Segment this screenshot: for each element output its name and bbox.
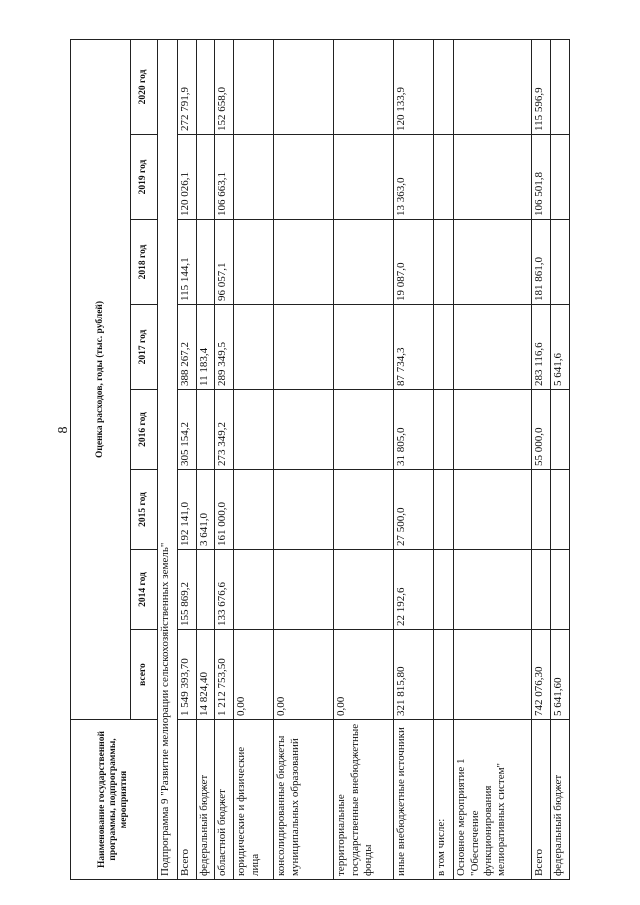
row-value (274, 220, 334, 305)
row-value: 155 869,2 (177, 550, 196, 630)
row-value: 19 087,0 (394, 220, 434, 305)
year-header: 2015 год (131, 470, 158, 550)
row-value: 5 641,6 (551, 305, 570, 390)
row-label: иные внебюджетные источники (394, 720, 434, 880)
row-value (551, 220, 570, 305)
row-value: 0,00 (334, 630, 394, 720)
table-row (215, 39, 234, 879)
row-value: 14 824,40 (196, 630, 215, 720)
row-label: федеральный бюджет (196, 720, 215, 880)
row-value: 1 549 393,70 (177, 630, 196, 720)
row-value: 273 349,2 (215, 390, 234, 470)
row-value: 161 000,0 (215, 470, 234, 550)
table-row (532, 39, 551, 879)
row-value: 13 363,0 (394, 135, 434, 220)
row-value: 120 026,1 (177, 135, 196, 220)
year-header: 2020 год (131, 39, 158, 134)
row-value: 152 658,0 (215, 39, 234, 134)
row-value: 272 791,9 (177, 39, 196, 134)
row-label: областной бюджет (215, 720, 234, 880)
table-row (434, 39, 454, 879)
row-label: территориальные государственные внебюджетные фонды (334, 720, 394, 880)
year-header: всего (131, 630, 158, 720)
rotated-table-wrapper (70, 40, 570, 880)
row-label: федеральный бюджет (551, 720, 570, 880)
row-value: 115 596,9 (532, 39, 551, 134)
row-value (551, 390, 570, 470)
row-value (234, 39, 274, 134)
year-header: 2016 год (131, 390, 158, 470)
table-row (196, 39, 215, 879)
table-row (274, 39, 334, 879)
row-value (334, 390, 394, 470)
row-label: Всего (177, 720, 196, 880)
row-value: 289 349,5 (215, 305, 234, 390)
row-value (334, 220, 394, 305)
row-value (196, 220, 215, 305)
row-value: 305 154,2 (177, 390, 196, 470)
row-value (532, 550, 551, 630)
row-value (334, 305, 394, 390)
row-value (274, 305, 334, 390)
row-value (434, 630, 454, 720)
row-value (434, 550, 454, 630)
page-number: 8 (56, 426, 71, 434)
row-value (234, 305, 274, 390)
budget-table (70, 39, 570, 880)
row-value (454, 630, 532, 720)
year-header: 2019 год (131, 135, 158, 220)
row-value: 192 141,0 (177, 470, 196, 550)
row-value (274, 470, 334, 550)
header-group: Оценка расходов, годы (тыс. рублей) (71, 39, 131, 719)
row-value: 106 663,1 (215, 135, 234, 220)
section-title: Подпрограмма 9 "Развитие мелиорации сельскохозяйственных земель" (157, 39, 177, 879)
header-name: Наименование государственной программы, подпрограммы, мероприятия (71, 720, 158, 880)
row-value (234, 390, 274, 470)
row-value (334, 470, 394, 550)
row-value (454, 39, 532, 134)
row-value (334, 550, 394, 630)
row-value: 5 641,60 (551, 630, 570, 720)
row-value (274, 390, 334, 470)
row-value: 3 641,0 (196, 470, 215, 550)
row-value (434, 39, 454, 134)
row-value (454, 550, 532, 630)
row-label: консолидированные бюджеты муниципальных образований (274, 720, 334, 880)
row-value: 55 000,0 (532, 390, 551, 470)
row-value (234, 220, 274, 305)
header-row-1 (71, 39, 131, 879)
row-value (434, 390, 454, 470)
year-header: 2018 год (131, 220, 158, 305)
row-value: 133 676,6 (215, 550, 234, 630)
row-value: 27 500,0 (394, 470, 434, 550)
row-value: 181 861,0 (532, 220, 551, 305)
row-value: 22 192,6 (394, 550, 434, 630)
row-value (454, 470, 532, 550)
row-value (434, 135, 454, 220)
row-value (532, 470, 551, 550)
row-value: 321 815,80 (394, 630, 434, 720)
row-value (551, 39, 570, 134)
row-value: 96 057,1 (215, 220, 234, 305)
row-value: 120 133,9 (394, 39, 434, 134)
row-value (196, 135, 215, 220)
row-value: 115 144,1 (177, 220, 196, 305)
year-header: 2017 год (131, 305, 158, 390)
row-value (551, 135, 570, 220)
row-value (334, 135, 394, 220)
row-value (454, 305, 532, 390)
row-label: юридические и физические лица (234, 720, 274, 880)
row-value (434, 305, 454, 390)
table-row (334, 39, 394, 879)
row-value (454, 135, 532, 220)
row-value (196, 390, 215, 470)
row-value (196, 550, 215, 630)
row-value: 0,00 (234, 630, 274, 720)
year-header: 2014 год (131, 550, 158, 630)
row-value (434, 470, 454, 550)
row-value (454, 220, 532, 305)
row-value: 388 267,2 (177, 305, 196, 390)
row-value (454, 390, 532, 470)
row-value: 0,00 (274, 630, 334, 720)
row-value (234, 135, 274, 220)
row-value: 742 076,30 (532, 630, 551, 720)
table-row (394, 39, 434, 879)
row-value (234, 470, 274, 550)
table-row (234, 39, 274, 879)
row-label: Всего (532, 720, 551, 880)
row-value: 106 501,8 (532, 135, 551, 220)
row-value (334, 39, 394, 134)
row-value (234, 550, 274, 630)
row-label: в том числе: (434, 720, 454, 880)
table-row (177, 39, 196, 879)
row-value: 31 805,0 (394, 390, 434, 470)
row-value (551, 470, 570, 550)
section-row (157, 39, 177, 879)
row-value (274, 550, 334, 630)
table-row (454, 39, 532, 879)
row-value (196, 39, 215, 134)
row-value: 11 183,4 (196, 305, 215, 390)
row-label: Основное мероприятие 1 "Обеспечение функционирования мелиоративных систем" (454, 720, 532, 880)
row-value: 283 116,6 (532, 305, 551, 390)
row-value (274, 135, 334, 220)
row-value (551, 550, 570, 630)
row-value (274, 39, 334, 134)
row-value: 87 734,3 (394, 305, 434, 390)
table-row (551, 39, 570, 879)
row-value (434, 220, 454, 305)
row-value: 1 212 753,50 (215, 630, 234, 720)
